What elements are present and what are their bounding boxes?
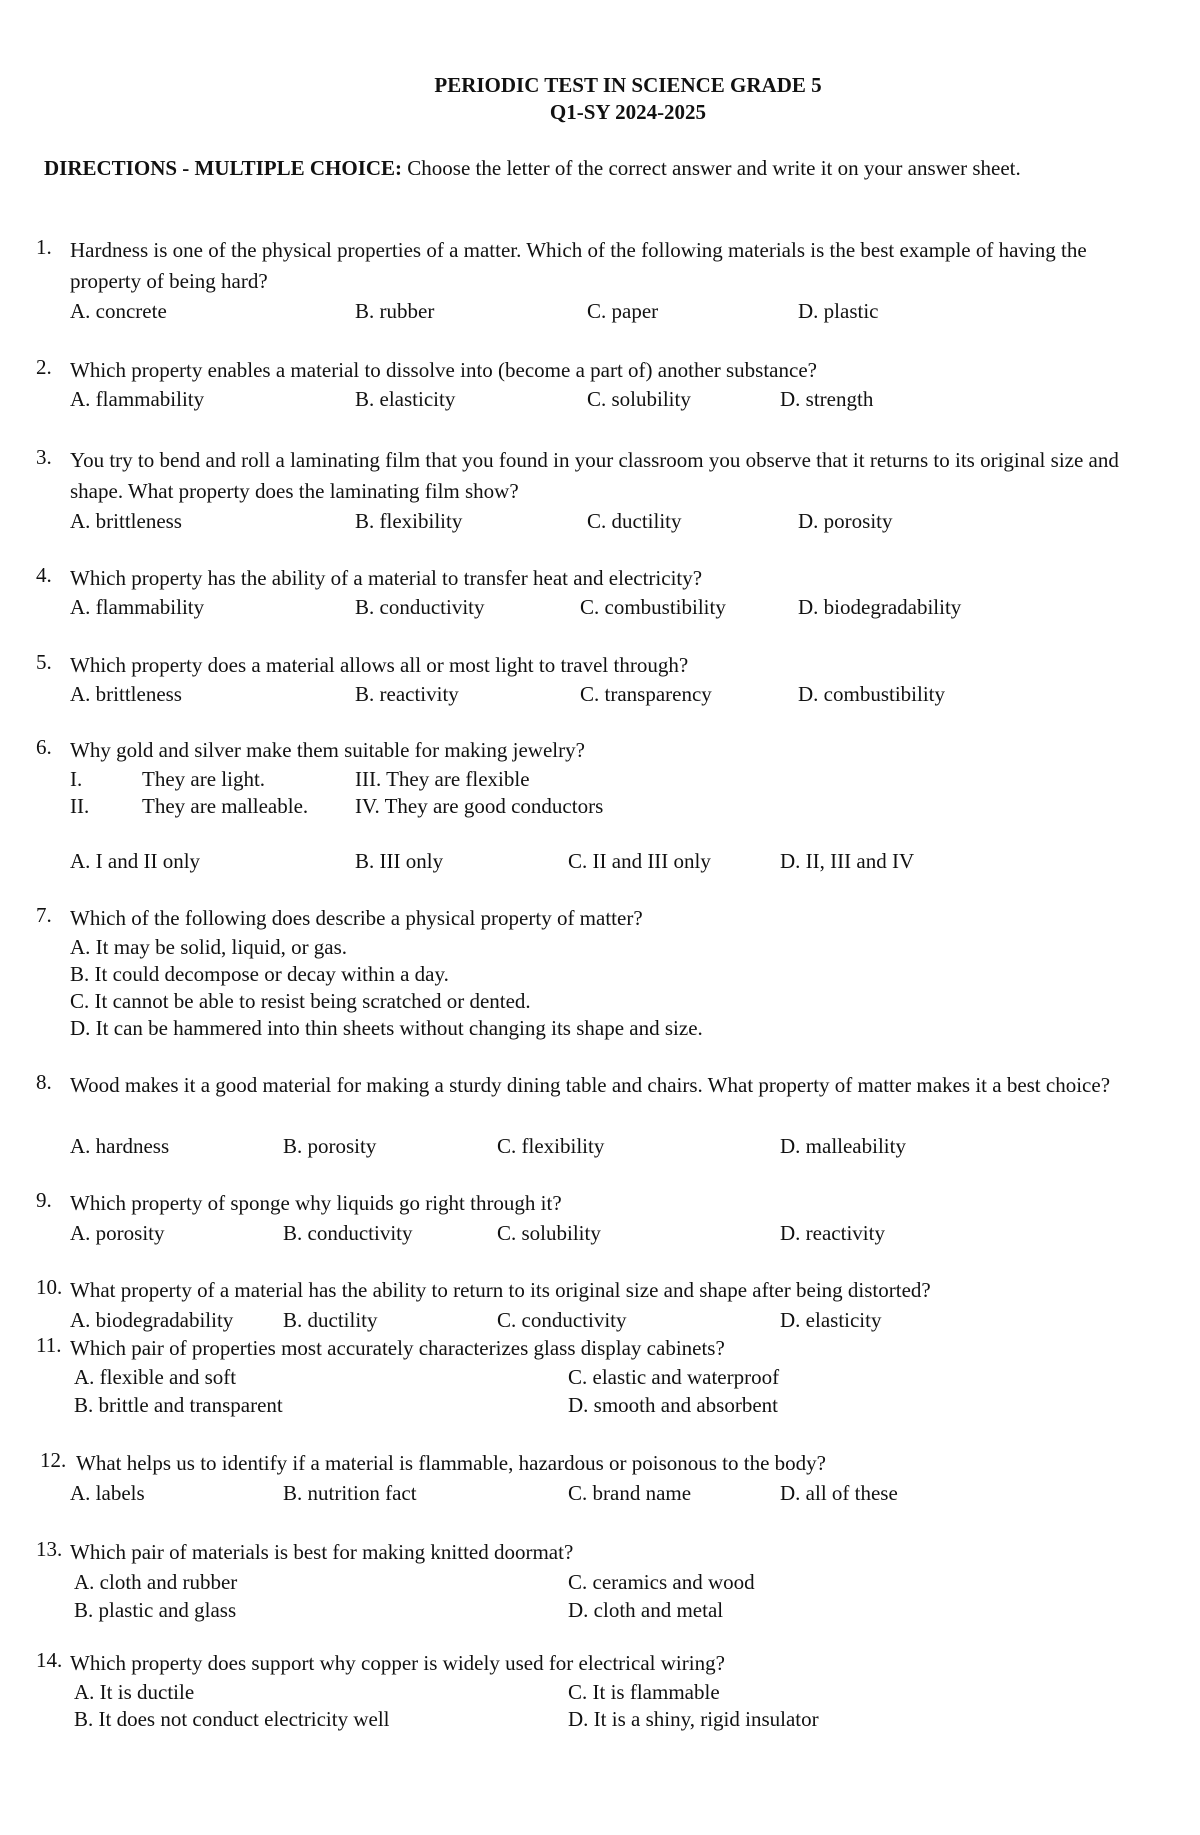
- statement-text: IV. They are good conductors: [355, 794, 604, 818]
- option-b: B. elasticity: [355, 387, 456, 411]
- statement-numeral: I.: [70, 767, 83, 791]
- question-text: What property of a material has the ability to return to its original size and shape after being distorted?: [70, 1278, 931, 1302]
- option-d: D. II, III and IV: [780, 849, 915, 873]
- option-b: B. conductivity: [355, 595, 485, 619]
- question-number: 12.: [40, 1448, 67, 1472]
- question-number: 9.: [36, 1188, 52, 1212]
- option-c: C. ceramics and wood: [568, 1570, 755, 1594]
- option-c: C. transparency: [580, 682, 712, 706]
- question-number: 4.: [36, 563, 52, 587]
- directions-text: Choose the letter of the correct answer and write it on your answer sheet.: [402, 156, 1021, 180]
- option-c: C. conductivity: [497, 1308, 627, 1332]
- question-text: You try to bend and roll a laminating film that you found in your classroom you observe that it returns to its original size and shape. What property does the laminating film show?: [70, 448, 1119, 503]
- option-c: C. elastic and waterproof: [568, 1365, 780, 1389]
- option-a: A. flammability: [70, 387, 205, 411]
- question-text: Wood makes it a good material for making a sturdy dining table and chairs. What property of matter makes it a best choice?: [70, 1073, 1111, 1097]
- question-number: 13.: [36, 1537, 63, 1561]
- option-c: C. solubility: [497, 1221, 601, 1245]
- question-text: Which of the following does describe a physical property of matter?: [70, 906, 643, 930]
- question-number: 14.: [36, 1648, 63, 1672]
- option-d: D. strength: [780, 387, 874, 411]
- option-d: D. all of these: [780, 1481, 898, 1505]
- option-b: B. III only: [355, 849, 444, 873]
- option-a: A. I and II only: [70, 849, 201, 873]
- question-text: Which pair of properties most accurately characterizes glass display cabinets?: [70, 1336, 725, 1360]
- question-number: 5.: [36, 650, 52, 674]
- option-d: D. elasticity: [780, 1308, 882, 1332]
- option-b: B. conductivity: [283, 1221, 413, 1245]
- option-a: A. flexible and soft: [74, 1365, 237, 1389]
- question-text: Which property does a material allows all or most light to travel through?: [70, 653, 689, 677]
- option-d: D. reactivity: [780, 1221, 885, 1245]
- question-text: Which pair of materials is best for making knitted doormat?: [70, 1540, 574, 1564]
- question-text: Why gold and silver make them suitable for making jewelry?: [70, 738, 585, 762]
- page-title: PERIODIC TEST IN SCIENCE GRADE 5: [434, 73, 822, 97]
- statement-text: III. They are flexible: [355, 767, 530, 791]
- statement-text: They are light.: [142, 767, 266, 791]
- option-d: D. porosity: [798, 509, 893, 533]
- option-b: B. It does not conduct electricity well: [74, 1707, 390, 1731]
- question-text: Which property enables a material to dissolve into (become a part of) another substance?: [70, 358, 817, 382]
- option-a: A. It may be solid, liquid, or gas.: [70, 935, 348, 959]
- option-b: B. rubber: [355, 299, 435, 323]
- option-a: A. hardness: [70, 1134, 170, 1158]
- option-b: B. porosity: [283, 1134, 377, 1158]
- option-c: C. brand name: [568, 1481, 692, 1505]
- page-header: [0, 72, 1200, 126]
- question-number: 2.: [36, 355, 52, 379]
- option-c: C. ductility: [587, 509, 682, 533]
- option-a: A. brittleness: [70, 509, 182, 533]
- option-c: C. It is flammable: [568, 1680, 720, 1704]
- directions-label: DIRECTIONS - MULTIPLE CHOICE:: [44, 156, 403, 180]
- question-text: Hardness is one of the physical properties of a matter. Which of the following materials is the best example of having the property of being hard?: [70, 238, 1087, 293]
- option-c: C. paper: [587, 299, 659, 323]
- option-b: B. ductility: [283, 1308, 378, 1332]
- option-c: C. solubility: [587, 387, 691, 411]
- option-b: B. reactivity: [355, 682, 459, 706]
- question-number: 7.: [36, 903, 52, 927]
- option-c: C. II and III only: [568, 849, 711, 873]
- option-d: D. It is a shiny, rigid insulator: [568, 1707, 819, 1731]
- option-d: D. malleability: [780, 1134, 906, 1158]
- option-d: D. cloth and metal: [568, 1598, 724, 1622]
- question-text: Which property has the ability of a material to transfer heat and electricity?: [70, 566, 703, 590]
- option-d: D. It can be hammered into thin sheets without changing its shape and size.: [70, 1016, 703, 1040]
- option-a: A. flammability: [70, 595, 205, 619]
- option-d: D. combustibility: [798, 682, 945, 706]
- question-number: 3.: [36, 445, 52, 469]
- question-number: 10.: [36, 1275, 63, 1299]
- question-number: 1.: [36, 235, 52, 259]
- option-d: D. biodegradability: [798, 595, 962, 619]
- question-number: 6.: [36, 735, 52, 759]
- option-b: B. plastic and glass: [74, 1598, 237, 1622]
- question-text: Which property of sponge why liquids go right through it?: [70, 1191, 562, 1215]
- option-b: B. nutrition fact: [283, 1481, 417, 1505]
- statement-text: They are malleable.: [142, 794, 309, 818]
- option-b: B. It could decompose or decay within a day.: [70, 962, 449, 986]
- question-number: 8.: [36, 1070, 52, 1094]
- option-a: A. porosity: [70, 1221, 165, 1245]
- option-c: C. It cannot be able to resist being scratched or dented.: [70, 989, 531, 1013]
- option-d: D. plastic: [798, 299, 879, 323]
- page-subtitle: Q1-SY 2024-2025: [549, 100, 707, 124]
- option-b: B. brittle and transparent: [74, 1393, 283, 1417]
- option-a: A. biodegradability: [70, 1308, 234, 1332]
- option-a: A. labels: [70, 1481, 145, 1505]
- statement-numeral: II.: [70, 794, 90, 818]
- directions: [44, 154, 1134, 182]
- option-d: D. smooth and absorbent: [568, 1393, 778, 1417]
- option-c: C. flexibility: [497, 1134, 605, 1158]
- option-c: C. combustibility: [580, 595, 726, 619]
- option-a: A. cloth and rubber: [74, 1570, 238, 1594]
- question-number: 11.: [36, 1333, 62, 1357]
- option-b: B. flexibility: [355, 509, 463, 533]
- option-a: A. brittleness: [70, 682, 182, 706]
- question-text: Which property does support why copper is widely used for electrical wiring?: [70, 1651, 725, 1675]
- option-a: A. concrete: [70, 299, 167, 323]
- question-text: What helps us to identify if a material is flammable, hazardous or poisonous to the body?: [76, 1451, 826, 1475]
- option-a: A. It is ductile: [74, 1680, 195, 1704]
